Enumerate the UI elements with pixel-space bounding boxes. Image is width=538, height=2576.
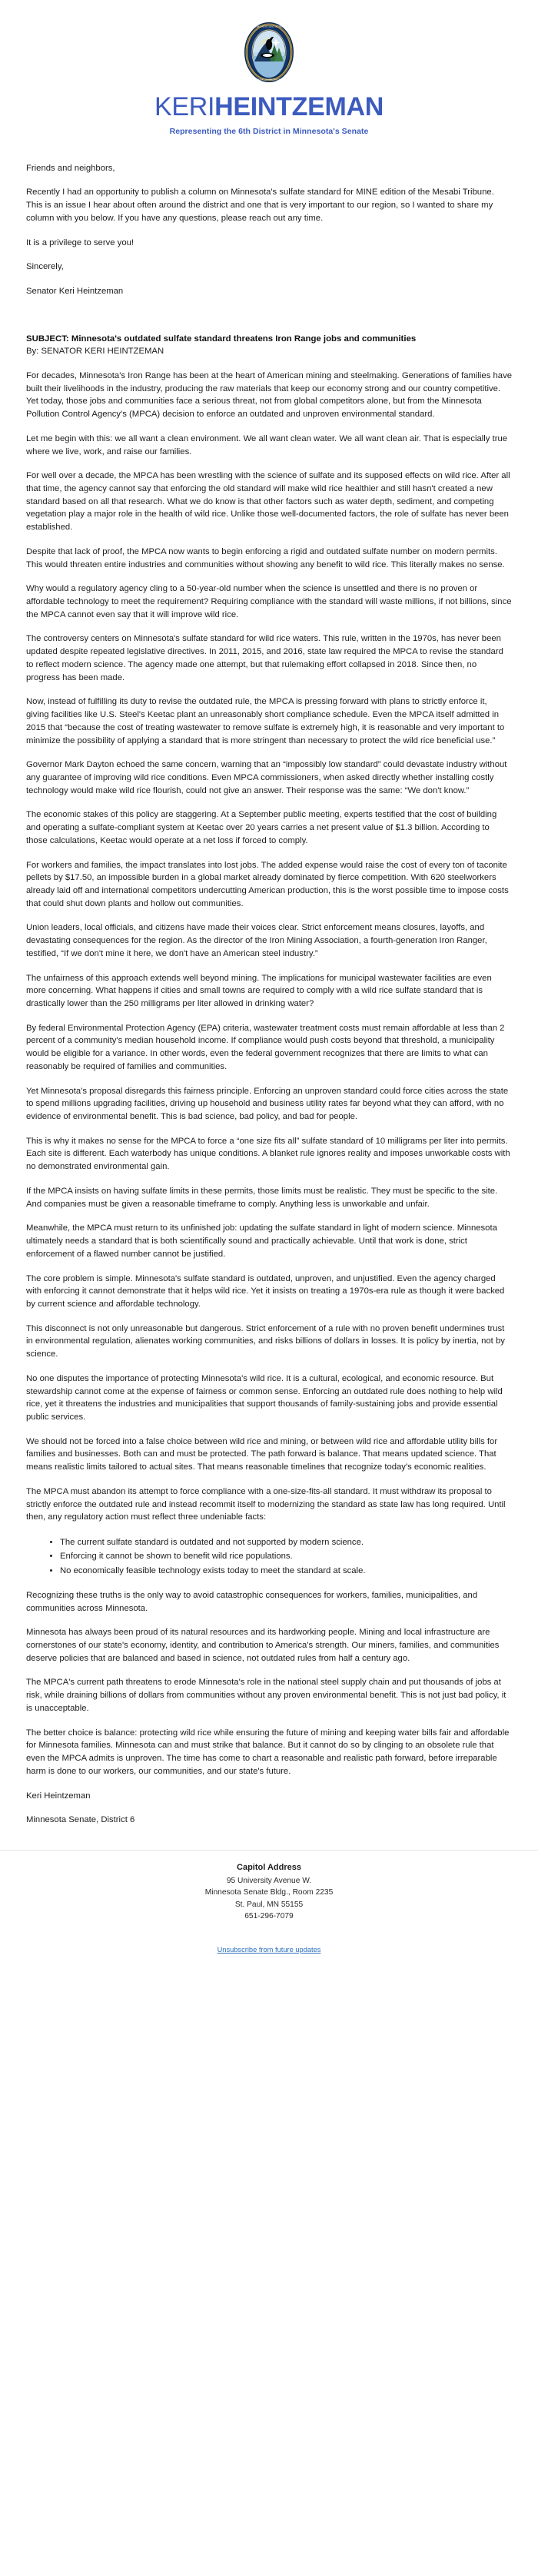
article-paragraph: The MPCA's current path threatens to erode Minnesota's role in the national steel supply chain and put thousands of jobs at risk, while draining billions of dollars from communities without any proven environmental benefit. This is not just bad policy, it is unacceptable. <box>26 1678 506 1713</box>
masthead <box>0 0 538 136</box>
senator-last-name: HEINTZEMAN <box>214 92 384 121</box>
subject-label: SUBJECT: <box>26 334 69 344</box>
article-paragraph: For workers and families, the impact translates into lost jobs. The added expense would raise the cost of every ton of taconite pellets by $17.50, an impossible burden in a global market already dominated by fierce competition. With 620 steelworkers already laid off and international competitors undercutting American production, this is the worst possible time to impose costs that could shut down plants and hollow out communities. <box>26 860 509 908</box>
intro-signature <box>26 261 512 297</box>
article-paragraph: Now, instead of fulfilling its duty to revise the outdated rule, the MPCA is pressing forward with plans to strictly enforce it, giving facilities like U.S. Steel's Keetac plant an unreasonably short compliance schedule. Even the MPCA itself admitted in 2015 that “because the cost of treating wastewater to remove sulfate is extremely high, it is reasonable and very important to minimize the possibility of applying a standard that is more stringent than necessary to protect the wild rice beneficial use.” <box>26 697 505 745</box>
footer-address-line: Minnesota Senate Bldg., Room 2235 <box>204 1888 334 1897</box>
article-paragraph: Minnesota has always been proud of its natural resources and its hardworking people. Mining and local infrastructure are cornerstones of our state's economy, identity, and contribution to America's strength. Our miners, families, and communities deserve policies that are balanced and based in science, not outdated rules from half a century ago. <box>26 1628 500 1663</box>
article-paragraph: Governor Mark Dayton echoed the same concern, warning that an “impossibly low standard” could devastate industry without any guarantee of improving wild rice conditions. Even MPCA commissioners, when asked directly whether installing costly technology would make wild rice flourish, could not give an answer. Their response was the same: “We don't know.” <box>26 760 507 795</box>
undeniable-facts-list <box>26 1535 512 1578</box>
article-paragraph: Let me begin with this: we all want a clean environment. We all want clean water. We all want clean air. That is especially true where we live, work, and raise our families. <box>26 433 508 456</box>
article-paragraph: No one disputes the importance of protecting Minnesota's wild rice. It is a cultural, ecological, and economic resource. But stewardship cannot come at the expense of fairness or common sense. Enforcing an outdated rule does nothing to help wild rice, yet it threatens the industries and municipalities that support thousands of family-sustaining jobs and provide essential public services. <box>26 1373 503 1422</box>
senator-name <box>0 94 538 121</box>
privilege-line: It is a privilege to serve you! <box>26 237 134 247</box>
intro-paragraph: Recently I had an opportunity to publish a column on Minnesota's sulfate standard for MINE edition of the Mesabi Tribune. This is an issue I hear about often around the district and one that is very important to our region, so I wanted to share my column with you below. If you have any questions, please reach out any time. <box>26 188 494 223</box>
article-byline: By: SENATOR KERI HEINTZEMAN <box>26 347 164 357</box>
svg-text:THE GREAT SEAL OF THE: THE GREAT SEAL OF THE <box>254 25 284 28</box>
intro-closing: Sincerely, <box>26 262 64 272</box>
masthead-tagline: Representing the 6th District in Minnesota's Senate <box>169 126 369 136</box>
unsubscribe-link[interactable]: Unsubscribe from future updates <box>217 1946 321 1954</box>
article-paragraph: We should not be forced into a false choice between wild rice and mining, or between wild rice and affordable utility bills for families and businesses. Both can and must be protected. The path forward is balance. That means updated science. That means realistic limits tailored to actual sites. That means reasonable timelines that recognize today's economic realities. <box>26 1436 498 1472</box>
article-paragraph: Despite that lack of proof, the MPCA now wants to begin enforcing a rigid and outdated sulfate number on modern permits. This would threaten entire industries and communities without showing any benefit to wild rice. This literally makes no sense. <box>26 546 505 569</box>
article-signature-line: Minnesota Senate, District 6 <box>26 1815 135 1825</box>
article-paragraph: The better choice is balance: protecting wild rice while ensuring the future of mining and keeping water bills fair and affordable for Minnesota families. Minnesota can and must strike that balance. But it cannot do so by clinging to an obsolete rule that even the MPCA admits is unproven. The time has come to chart a reasonable and realistic path forward, before irreparable harm is done to our workers, our communities, and our state's future. <box>26 1728 510 1776</box>
footer-address-line: St. Paul, MN 55155 <box>234 1900 304 1909</box>
minnesota-state-seal-icon <box>244 22 294 83</box>
intro-signer: Senator Keri Heintzeman <box>26 287 124 296</box>
article-paragraph: Yet Minnesota's proposal disregards this fairness principle. Enforcing an unproven standard could force cities across the state to spend millions upgrading facilities, driving up household and business utility rates far beyond what they can afford, with no evidence of environmental benefit. This is bad science, bad policy, and bad for people. <box>26 1086 509 1122</box>
article-paragraph: For well over a decade, the MPCA has been wrestling with the science of sulfate and its supposed effects on wild rice. After all that time, the agency cannot say that enforcing the old standard will make wild rice healthier and still hasn't created a new standard based on all that research. What we do know is that other factors such as water depth, sediment, and competing vegetation play a major role in the health of wild rice. Unlike those well-documented factors, the role of sulfate has never been established. <box>26 471 510 533</box>
spacer <box>26 321 512 333</box>
article-paragraph: This disconnect is not only unreasonable but dangerous. Strict enforcement of a rule with no proven benefit undermines trust in environmental regulation, alienates working communities, and risks billions of dollars in losses. It is policy by inertia, not by science. <box>26 1323 505 1359</box>
article-signature <box>26 1790 512 1827</box>
fact-list-item: • The current sulfate standard is outdated and not supported by modern science. <box>60 1535 512 1549</box>
article-paragraph: For decades, Minnesota's Iron Range has been at the heart of American mining and steelmaking. Generations of families have built their livelihoods in the industry, producing the raw materials that keep our economy strong and our country competitive. Yet today, those jobs and communities face a serious threat, not from global competitors alone, but from the Minnesota Pollution Control Agency's (MPCA) decision to enforce an outdated and unproven environmental standard. <box>26 370 513 420</box>
article-paragraph: Recognizing these truths is the only way to avoid catastrophic consequences for workers, families, municipalities, and communities across Minnesota. <box>26 1590 478 1613</box>
footer-title: Capitol Address <box>237 1862 301 1872</box>
footer-address-line: 651-296-7079 <box>244 1911 294 1920</box>
article-paragraph: This is why it makes no sense for the MPCA to force a “one size fits all” sulfate standard of 10 milligrams per liter into permits. Each site is different. Each waterbody has unique conditions. A blanket rule ignores reality and imposes unworkable costs with no demonstrated environmental gain. <box>26 1136 510 1172</box>
article-signature-line: Keri Heintzeman <box>26 1791 91 1801</box>
spacer <box>26 310 512 321</box>
greeting: Friends and neighbors, <box>26 163 115 173</box>
fact-list-item: • Enforcing it cannot be shown to benefit wild rice populations. <box>60 1549 512 1563</box>
article-paragraph: Union leaders, local officials, and citizens have made their voices clear. Strict enforcement means closures, layoffs, and devastating consequences for the region. As the director of the Iron Mining Association, a fourth-generation Iron Ranger, testified, “If we don't mine it here, we don't have an American steel industry.” <box>26 923 487 958</box>
article-paragraphs <box>26 370 512 1524</box>
article-paragraph: The economic stakes of this policy are staggering. At a September public meeting, experts testified that the cost of building and operating a sulfate-compliant system at Keetac over 20 years carries a net present value of $1.3 billion. According to those calculations, Keetac would operate at a net loss if forced to comply. <box>26 810 497 845</box>
fact-list-item: • No economically feasible technology exists today to meet the standard at scale. <box>60 1564 512 1578</box>
capitol-address-footer <box>0 1850 538 1930</box>
article-paragraph: Meanwhile, the MPCA must return to its unfinished job: updating the sulfate standard in light of modern science. Minnesota ultimately needs a standard that is both scientifically sound and practically achievable. Until that work is done, strict enforcement of a flawed number cannot be justified. <box>26 1223 497 1259</box>
newsletter-body <box>0 136 538 1827</box>
svg-text:STATE OF MINNESOTA: STATE OF MINNESOTA <box>256 78 282 81</box>
article-paragraphs-after-facts <box>26 1589 512 1778</box>
unsubscribe-row <box>0 1930 538 1973</box>
article-paragraph: Why would a regulatory agency cling to a 50-year-old number when the science is unsettled and there is no proven or affordable technology to meet the requirement? Requiring compliance with the standard will waste millions, if not billions, since the MPCA cannot even say that it will improve wild rice. <box>26 584 512 619</box>
article-paragraph: If the MPCA insists on having sulfate limits in these permits, those limits must be realistic. They must be specific to the site. And companies must be given a reasonable timeframe to comply. Anything less is unworkable and unfair. <box>26 1186 498 1209</box>
article-paragraph: The core problem is simple. Minnesota's sulfate standard is outdated, unproven, and unjustified. Even the agency charged with enforcing it cannot demonstrate that it helps wild rice. Yet it insists on treating a 1970s-era rule as though it were backed by current science and affordable technology. <box>26 1273 505 1309</box>
senator-first-name: KERI <box>154 92 215 121</box>
article-paragraph: The unfairness of this approach extends well beyond mining. The implications for municipal wastewater facilities are even more concerning. What happens if cities and small towns are required to comply with a wild rice sulfate standard that is drastically lower than the 250 milligrams per liter allowed in drinking water? <box>26 973 492 1008</box>
footer-address-line: 95 University Avenue W. <box>226 1876 312 1885</box>
subject-title: Minnesota's outdated sulfate standard threatens Iron Range jobs and communities <box>71 334 417 344</box>
article-header <box>26 333 512 358</box>
footer-address-lines <box>15 1875 523 1922</box>
article-subject <box>26 333 512 346</box>
article-paragraph: By federal Environmental Protection Agency (EPA) criteria, wastewater treatment costs must remain affordable at less than 2 percent of a community's median household income. If compliance would push costs beyond that threshold, a municipality would be eligible for a variance. In other words, even the federal government recognizes that there are limits to what can reasonably be required of families and communities. <box>26 1023 505 1071</box>
article-paragraph: The MPCA must abandon its attempt to force compliance with a one-size-fits-all standard. It must withdraw its proposal to strictly enforce the outdated rule and instead recommit itself to modernizing the standard as state law has long required. Until then, any regulatory action must reflect three undeniable facts: <box>26 1486 506 1522</box>
article-paragraph: The controversy centers on Minnesota's sulfate standard for wild rice waters. This rule, written in the 1970s, has never been updated despite repeated legislative directives. In 2011, 2015, and 2016, state law required the MPCA to revise the standard to reflect modern science. The agency made one attempt, but that rulemaking effort collapsed in 2018. Since then, no progress has been made. <box>26 634 503 682</box>
